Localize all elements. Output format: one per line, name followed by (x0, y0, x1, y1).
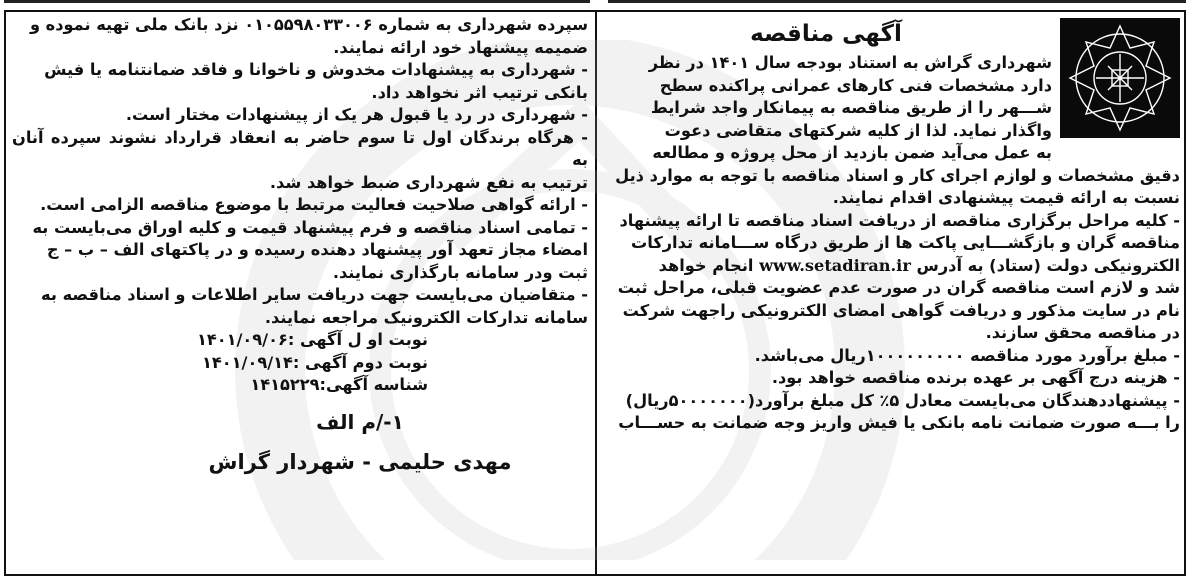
column-divider (595, 10, 597, 576)
top-rule-left (4, 0, 590, 3)
text-line: - هرگاه برندگان اول تا سوم حاضر به انعقاد قرارداد نشوند سپرده آنان به (12, 127, 588, 169)
text-line: - متقاضیان می‌بایست جهت دریافت سایر اطلاعات و اسناد مناقصه به (41, 285, 588, 304)
text-line: شهرداری گراش به استناد بودجه سال ۱۴۰۱ در نظر (648, 53, 1052, 72)
text-line: دارد مشخصات فنی کارهای عمرانی پراکنده سطح (659, 75, 1052, 95)
text-line: - کلیه مراحل برگزاری مناقصه از دریافت اسناد مناقصه تا ارائه پیشنهاد (619, 210, 1180, 230)
first-publication-date: نوبت او ل آگهی :۱۴۰۱/۰۹/۰۶ (196, 330, 428, 349)
notice-right-column (602, 14, 1180, 435)
text-line: - هزینه درج آگهی بر عهده برنده مناقصه خواهد بود. (771, 368, 1180, 387)
text-line: واگذار نماید. لذا از کلیه شرکتهای متقاضی دعوت (664, 120, 1052, 140)
text-line: ضمیمه پیشنهاد خود ارائه نمایند. (333, 37, 588, 57)
text-line: ثبت ودر سامانه بارگذاری نمایند. (332, 262, 588, 282)
text-line: - مبلغ برآورد مورد مناقصه ۱۰۰۰۰۰۰۰۰۰ریال می‌باشد. (754, 345, 1180, 365)
reference-code: ۱-/م الف (316, 409, 404, 434)
text-line: - شهرداری به پیشنهادات مخدوش و ناخوانا و فاقد ضمانتنامه یا فیش (44, 60, 588, 79)
intro-paragraph (602, 52, 1180, 165)
top-rule-right (608, 0, 1186, 3)
text-line: - ارائه گواهی صلاحیت فعالیت مرتبط با موضوع مناقصه الزامی است. (40, 195, 588, 214)
text-line: سپرده شهرداری به شماره ۰۱۰۵۵۹۸۰۳۳۰۰۶ نزد بانک ملی تهیه نموده و (29, 15, 588, 34)
website-link[interactable]: www.setadiran.ir (759, 255, 911, 275)
conditions-paragraph (602, 165, 1180, 435)
second-publication-date: نوبت دوم آگهی :۱۴۰۱/۰۹/۱۴ (202, 352, 428, 372)
text-line: بانکی ترتیب اثر نخواهد داد. (371, 82, 588, 102)
notice-id: شناسه آگهی:۱۴۱۵۲۲۹ (250, 375, 428, 394)
text-line: نام در سایت مذکور و دریافت گواهی امضای الکترونیکی راجهت شرکت (622, 300, 1180, 320)
text-line: سامانه تدارکات الکترونیک مراجعه نمایند. (264, 307, 588, 327)
text-line: به عمل می‌آید ضمن بازدید از محل پروژه و مطالعه (652, 143, 1052, 162)
text-line (602, 255, 1180, 278)
text-line: شـــهر را از طریق مناقصه به پیمانکار واجد شرایط (650, 98, 1052, 117)
signature: مهدی حلیمی - شهردار گراش (208, 450, 512, 474)
notice-title: آگهی مناقصه (750, 21, 902, 47)
text-line: امضاء مجاز تعهد آور پیشنهاد دهنده رسیده و در پاکتهای الف – ب – ج (46, 240, 588, 259)
text-line: - پیشنهاددهندگان می‌بایست معادل ۵٪ کل مبلغ برآورد(۵۰۰۰۰۰۰۰ریال) (625, 390, 1180, 410)
text-line: دقیق مشخصات و لوازم اجرای کار و اسناد مناقصه با توجه به موارد ذیل (615, 165, 1180, 185)
text-line: - تمامی اسناد مناقصه و فرم پیشنهاد قیمت و کلیه اوراق می‌بایست به (32, 217, 588, 237)
text-line: - شهرداری در رد یا قبول هر یک از پیشنهادات مختار است. (125, 105, 588, 124)
text-line-part: انجام خواهد (658, 255, 754, 275)
notice-left-column (12, 14, 588, 474)
text-line: را بـــه صورت ضمانت نامه بانکی یا فیش واریز وجه ضمانت به حســـاب (618, 413, 1180, 432)
text-line: شد و لازم است مناقصه گران در صورت عدم عضویت قبلی، مراحل ثبت (617, 278, 1180, 297)
text-line: ترتیب به نفع شهرداری ضبط خواهد شد. (269, 172, 588, 192)
text-line: مناقصه گران و بازگشـــایی پاکت ها از طریق درگاه ســـامانه تدارکات (630, 233, 1180, 252)
text-line: نسبت به ارائه قیمت پیشنهادی اقدام نمایند. (832, 188, 1180, 207)
text-line-part: الکترونیکی دولت (ستاد) به آدرس (916, 255, 1180, 275)
text-line: در مناقصه محقق سازند. (985, 323, 1180, 342)
